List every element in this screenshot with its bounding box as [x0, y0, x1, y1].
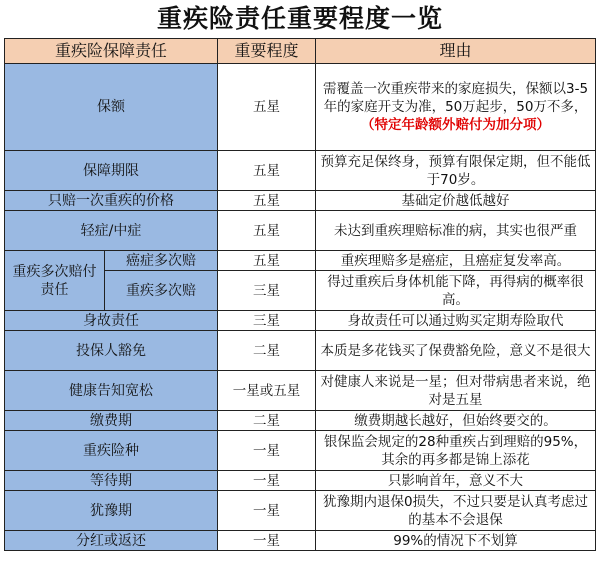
importance-rating: 二星: [218, 331, 316, 371]
coverage-item: 犹豫期: [5, 491, 218, 531]
reason-text: 对健康人来说是一星；但对带病患者来说，绝对是五星: [316, 371, 596, 411]
coverage-item: 轻症/中症: [5, 211, 218, 251]
table-row: [5, 331, 596, 371]
importance-rating: 五星: [218, 151, 316, 191]
coverage-item: 保额: [5, 64, 218, 151]
table-row: [5, 251, 596, 271]
reason-text: 缴费期越长越好，但始终要交的。: [316, 411, 596, 431]
importance-table: [4, 38, 596, 551]
table-row: [5, 211, 596, 251]
reason-cell: [316, 64, 596, 151]
coverage-item: 缴费期: [5, 411, 218, 431]
importance-rating: 五星: [218, 191, 316, 211]
reason-text: 99%的情况下不划算: [316, 531, 596, 551]
importance-rating: 三星: [218, 271, 316, 311]
coverage-item: 等待期: [5, 471, 218, 491]
reason-text: 重疾理赔多是癌症，且癌症复发率高。: [316, 251, 596, 271]
coverage-item: 分红或返还: [5, 531, 218, 551]
importance-rating: 五星: [218, 251, 316, 271]
reason-text: 未达到重疾理赔标准的病，其实也很严重: [316, 211, 596, 251]
reason-text: 银保监会规定的28种重疾占到理赔的95%，其余的再多都是锦上添花: [316, 431, 596, 471]
importance-rating: 一星: [218, 531, 316, 551]
header-reason: 理由: [316, 39, 596, 64]
coverage-item: 健康告知宽松: [5, 371, 218, 411]
header-importance: 重要程度: [218, 39, 316, 64]
header-coverage: 重疾险保障责任: [5, 39, 218, 64]
reason-text: 基础定价越低越好: [316, 191, 596, 211]
reason-text: 只影响首年，意义不大: [316, 471, 596, 491]
importance-rating: 三星: [218, 311, 316, 331]
importance-rating: 五星: [218, 64, 316, 151]
coverage-item: 投保人豁免: [5, 331, 218, 371]
table-row: [5, 371, 596, 411]
reason-text: 需覆盖一次重疾带来的家庭损失，保额以3-5年的家庭开支为准，50万起步，50万不多，: [322, 81, 589, 115]
table-row: [5, 531, 596, 551]
importance-rating: 五星: [218, 211, 316, 251]
coverage-item: 身故责任: [5, 311, 218, 331]
table-row: [5, 64, 596, 151]
importance-rating: 一星: [218, 431, 316, 471]
reason-note: （特定年龄额外赔付为加分项）: [361, 117, 551, 133]
importance-rating: 一星: [218, 471, 316, 491]
coverage-item: 保障期限: [5, 151, 218, 191]
importance-rating: 一星或五星: [218, 371, 316, 411]
table-row: [5, 471, 596, 491]
table-row: [5, 431, 596, 471]
importance-rating: 一星: [218, 491, 316, 531]
page-title: 重疾险责任重要程度一览: [156, 4, 443, 33]
reason-text: 本质是多花钱买了保费豁免险，意义不是很大: [316, 331, 596, 371]
coverage-item: 癌症多次赔: [105, 251, 218, 271]
table-row: [5, 491, 596, 531]
table-row: [5, 311, 596, 331]
reason-text: 身故责任可以通过购买定期寿险取代: [316, 311, 596, 331]
table-row: [5, 411, 596, 431]
reason-text: 得过重疾后身体机能下降，再得病的概率很高。: [316, 271, 596, 311]
table-row: [5, 191, 596, 211]
coverage-item: 重疾险种: [5, 431, 218, 471]
coverage-item: 只赔一次重疾的价格: [5, 191, 218, 211]
importance-rating: 二星: [218, 411, 316, 431]
reason-text: 犹豫期内退保0损失，不过只要是认真考虑过的基本不会退保: [316, 491, 596, 531]
coverage-item: 重疾多次赔: [105, 271, 218, 311]
table-header-row: [5, 39, 596, 64]
table-row: [5, 151, 596, 191]
reason-text: 预算充足保终身，预算有限保定期，但不能低于70岁。: [316, 151, 596, 191]
group-label: 重疾多次赔付责任: [5, 251, 105, 311]
